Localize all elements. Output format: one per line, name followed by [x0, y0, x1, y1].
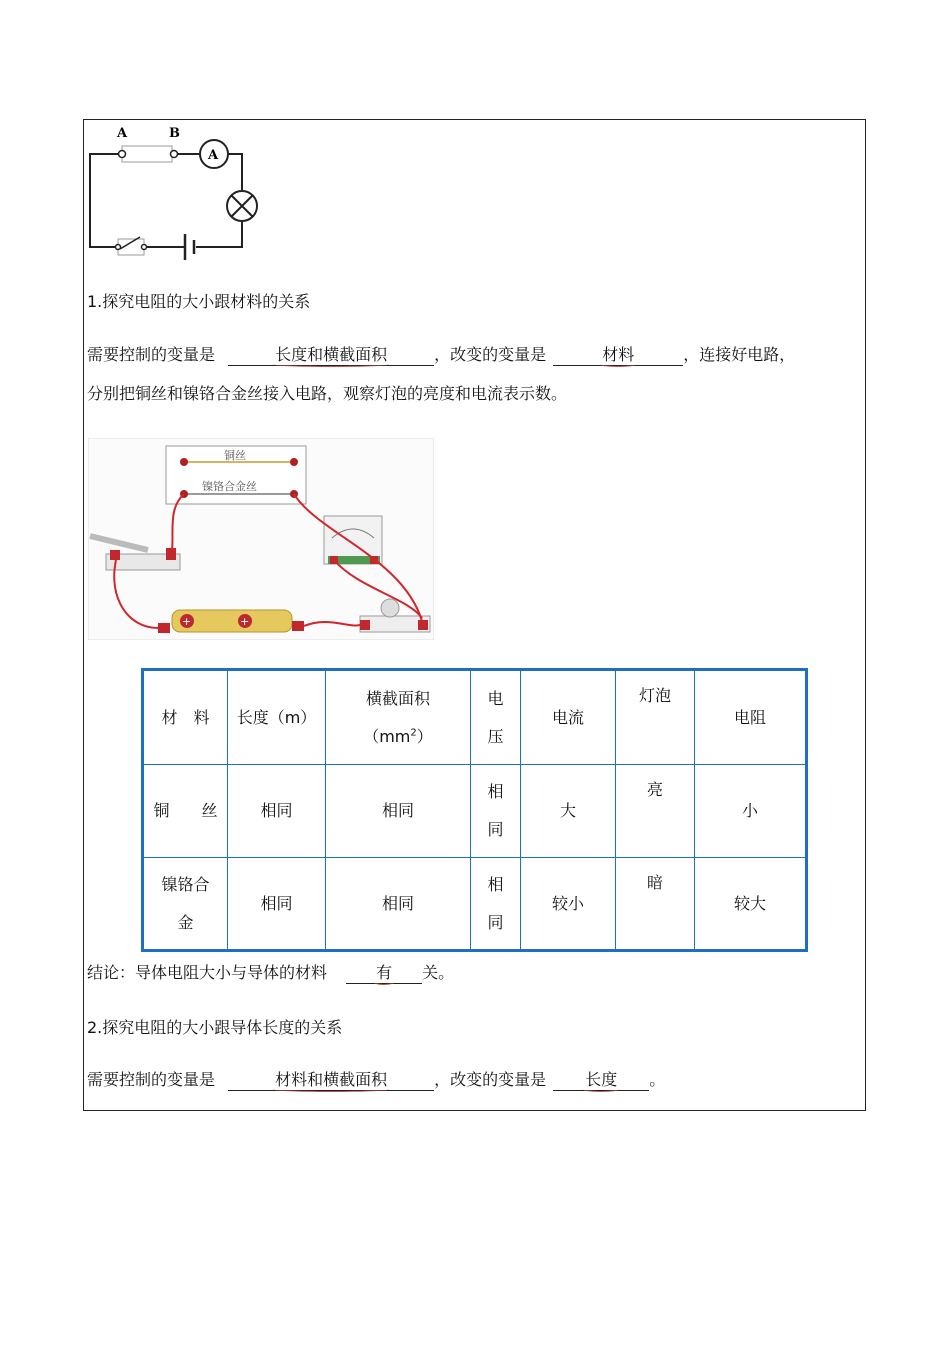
circuit-diagram — [86, 122, 266, 262]
header-material: 材 料 — [143, 670, 228, 765]
header-voltage: 电 压 — [471, 670, 521, 765]
table-row — [143, 858, 807, 951]
controlled-variable-blank: 长度和横截面积 — [228, 345, 434, 366]
changed-variable-blank: 材料 — [553, 345, 683, 366]
changed-variable-blank: 长度 — [553, 1070, 649, 1091]
cell-cross-section: 相同 — [326, 765, 471, 858]
battery-icon — [185, 234, 194, 260]
label-a: A — [117, 126, 128, 141]
section2-variables-line: 需要控制的变量是 材料和横截面积 ，改变的变量是 长度 。 — [87, 1070, 666, 1089]
cell-bulb: 暗 — [616, 858, 695, 951]
header-bulb: 灯泡 — [616, 670, 695, 765]
conclusion-blank: 有 — [346, 963, 422, 984]
section1-variables-line: 需要控制的变量是 长度和横截面积 ，改变的变量是 材料 ，连接好电路， — [87, 345, 796, 364]
data-table — [141, 668, 808, 952]
ammeter-label: A — [208, 148, 219, 163]
apparatus-illustration — [88, 438, 434, 640]
header-resistance: 电阻 — [695, 670, 807, 765]
resistor-ab — [122, 146, 172, 162]
cell-length: 相同 — [228, 858, 326, 951]
section1-instructions: 分别把铜丝和镍铬合金丝接入电路，观察灯泡的亮度和电流表示数。 — [87, 384, 568, 403]
cell-current: 大 — [521, 765, 616, 858]
svg-text:+: + — [240, 615, 250, 628]
wire1-label: 铜丝 — [224, 449, 246, 462]
wire2-label: 镍铬合金丝 — [202, 480, 257, 493]
conclusion-line: 结论：导体电阻大小与导体的材料 有 关。 — [87, 963, 455, 982]
cell-cross-section: 相同 — [326, 858, 471, 951]
cell-material: 铜 丝 — [143, 765, 228, 858]
header-cross-section: 横截面积 $(mm^2)$ — [326, 670, 471, 765]
header-length: 长度（m） — [228, 670, 326, 765]
cell-resistance: 较大 — [695, 858, 807, 951]
section2-title: 2.探究电阻的大小跟导体长度的关系 — [87, 1018, 343, 1037]
section1-title: 1.探究电阻的大小跟材料的关系 — [87, 292, 311, 311]
cell-material: 镍铬合 金 — [143, 858, 228, 951]
svg-text:+: + — [182, 615, 192, 628]
cell-voltage: 相 同 — [471, 858, 521, 951]
cell-voltage: 相 同 — [471, 765, 521, 858]
cell-current: 较小 — [521, 858, 616, 951]
cell-bulb: 亮 — [616, 765, 695, 858]
cell-resistance: 小 — [695, 765, 807, 858]
header-current: 电流 — [521, 670, 616, 765]
table-row — [143, 765, 807, 858]
table-header-row — [143, 670, 807, 765]
cell-length: 相同 — [228, 765, 326, 858]
controlled-variable-blank: 材料和横截面积 — [228, 1070, 434, 1091]
label-b: B — [169, 126, 180, 141]
